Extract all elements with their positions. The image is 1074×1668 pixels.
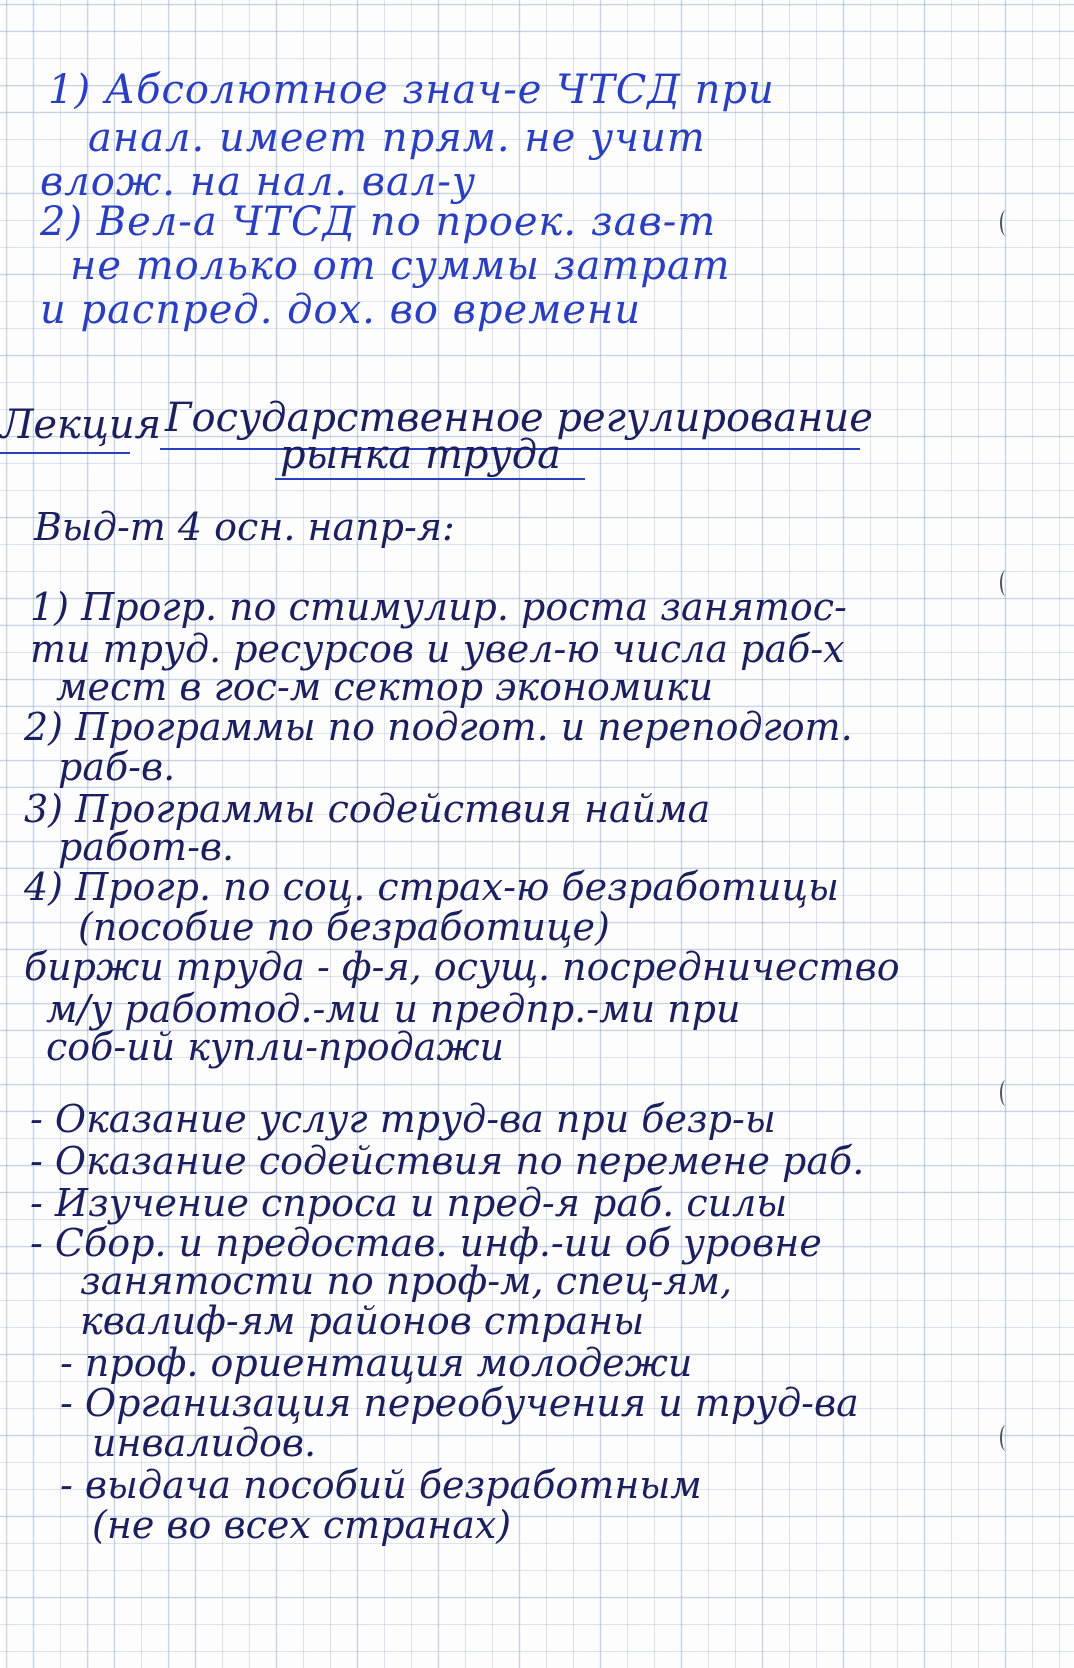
note-line: и распред. дох. во времени — [40, 287, 642, 333]
binder-hole-mark — [1000, 570, 1012, 596]
list-line: инвалидов. — [92, 1421, 317, 1465]
lecture-title-line2-underline — [275, 478, 585, 480]
binder-hole-mark — [1000, 1080, 1012, 1106]
list-line: занятости по проф-м, спец-ям, — [80, 1259, 733, 1303]
list-line: квалиф-ям районов страны — [80, 1299, 645, 1343]
list-line: 4) Прогр. по соц. страх-ю безработицы — [24, 865, 839, 909]
list-line: - Оказание содействия по перемене раб. — [30, 1139, 865, 1183]
list-line: раб-в. — [58, 745, 176, 789]
list-line: - выдача пособий безработным — [60, 1463, 702, 1507]
list-line: работ-в. — [58, 825, 235, 869]
list-line: - Сбор. и предостав. инф.-ии об уровне — [30, 1221, 822, 1265]
lecture-title-line2: рынка труда — [280, 432, 561, 478]
note-line: 1) Абсолютное знач-е ЧТСД при — [48, 67, 775, 113]
binder-hole-mark — [1000, 1425, 1012, 1451]
list-line: 2) Программы по подгот. и переподгот. — [24, 705, 853, 749]
list-line: - Изучение спроса и пред-я раб. силы — [30, 1181, 788, 1225]
lecture-label: Лекция — [0, 402, 162, 448]
list-line: биржи труда - ф-я, осущ. посредничество — [24, 945, 900, 989]
list-line: мест в гос-м сектор экономики — [56, 665, 714, 709]
note-line: 2) Вел-а ЧТСД по проек. зав-т — [40, 199, 717, 245]
lecture-title: Государственное регулирование — [165, 395, 873, 441]
list-line: - Организация переобучения и труд-ва — [60, 1381, 859, 1425]
list-line: 1) Прогр. по стимулир. роста занятос- — [30, 585, 847, 629]
intro-line: Выд-т 4 осн. напр-я: — [34, 505, 455, 549]
list-line: соб-ий купли-продажи — [46, 1025, 505, 1069]
note-line: влож. на нал. вал-у — [40, 159, 477, 205]
list-line: ти труд. ресурсов и увел-ю числа раб-х — [30, 627, 845, 671]
list-line: - проф. ориентация молодежи — [60, 1341, 693, 1385]
list-line: - Оказание услуг труд-ва при безр-ы — [30, 1097, 776, 1141]
list-line: м/у работод.-ми и предпр.-ми при — [46, 987, 741, 1031]
note-line: анал. имеет прям. не учит — [88, 115, 706, 161]
lecture-label-underline — [0, 452, 130, 454]
list-line: (пособие по безработице) — [78, 905, 610, 949]
binder-hole-mark — [1000, 210, 1012, 236]
list-line: 3) Программы содействия найма — [24, 787, 711, 831]
note-line: не только от суммы затрат — [70, 243, 731, 289]
list-line: (не во всех странах) — [92, 1503, 512, 1547]
